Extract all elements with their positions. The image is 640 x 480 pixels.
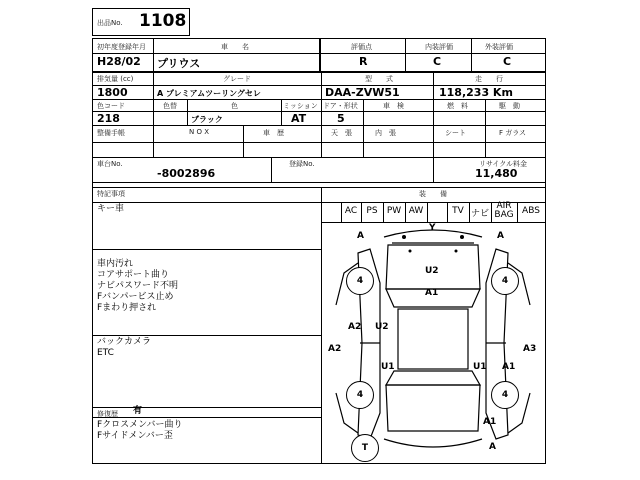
equip-ac: AC [344,206,358,216]
equip-ps: PS [366,206,378,216]
inspection-label: 車 検 [383,102,404,110]
car-diagram [322,223,544,463]
tire-rear-left: 4 [346,381,374,409]
name-label: 車 名 [221,43,249,51]
interior-leather-label: 内 張 [375,129,396,137]
spare-tire: T [351,434,379,462]
mission-label: ミッション [283,102,318,110]
mileage-label: 走 行 [475,75,503,83]
note-line: ETC [97,348,114,358]
damage-mark: A1 [502,362,516,372]
repair-line: Fクロスメンバー曲り [97,420,183,430]
displacement-value: 1800 [97,86,128,99]
equip-aw: AW [408,206,424,216]
drive-label: 駆 動 [499,102,520,110]
damage-mark: A1 [483,417,497,427]
repair-value: 有 [133,406,143,416]
interior-value: C [433,55,442,68]
damage-mark: Y [429,223,436,233]
note-line: バックカメラ [97,337,152,347]
chassis-label: 車台No. [97,160,123,168]
color-code-value: 218 [97,112,120,125]
repair-label: 修復歴 [97,410,118,418]
exterior-value: C [503,55,512,68]
damage-mark: A [497,231,504,241]
lot-label: 出品No. [97,19,123,27]
damage-mark: U1 [381,362,395,372]
interior-label: 内装評価 [425,43,453,51]
equip-tv: TV [452,206,464,216]
reg-year-value: H28/02 [97,55,141,68]
score-label: 評価点 [351,43,372,51]
damage-mark: A [489,442,496,452]
doors-value: 5 [337,112,345,125]
model-value: DAA-ZVW51 [325,86,400,99]
note-key-car: キー車 [97,204,125,214]
color-value: ブラック [191,115,223,124]
fuel-label: 燃 料 [447,102,468,110]
recycle-value: 11,480 [475,167,518,180]
score-value: R [359,55,368,68]
equipment-label: 装 備 [419,190,447,198]
damage-mark: A2 [328,344,342,354]
doors-label: ドア・形状 [323,102,358,110]
grade-value: A プレミアムツーリングセレ [157,89,261,98]
inspection-sheet [92,38,546,464]
trunk [386,385,480,431]
equip-navi: ナビ [470,209,489,219]
tire-front-right: 4 [491,267,519,295]
note-line: コアサポート曲り [97,270,170,280]
damage-mark: A2 [348,322,362,332]
equip-abs: ABS [522,206,540,216]
displacement-label: 排気量 (cc) [97,75,134,83]
chassis-value: -8002896 [157,167,216,180]
recycle-label: リサイクル料金 [479,160,528,168]
manual-label: 整備手帳 [97,129,125,137]
equip-pw: PW [386,206,402,216]
glass-label: F ガラス [499,129,527,137]
mission-value: AT [291,112,307,125]
note-line: ナビパスワード不明 [97,281,179,291]
damage-mark: A [357,231,364,241]
mileage-value: 118,233 Km [439,86,513,99]
damage-mark: A3 [523,344,537,354]
color-label: 色 [231,102,238,110]
lot-box [92,8,190,36]
seat-label: シート [445,129,466,137]
reg-year-label: 初年度登録年月 [97,43,146,51]
note-line: Fまわり押され [97,303,157,313]
nox-label: N O X [189,128,209,136]
exterior-label: 外装評価 [485,43,513,51]
tire-rear-right: 4 [491,381,519,409]
sunroof-label: 天 張 [331,129,352,137]
regno-label: 登録No. [289,160,315,168]
damage-mark: U2 [375,322,389,332]
damage-mark: A1 [425,288,439,298]
damage-mark: U2 [425,266,439,276]
repair-line: Fサイドメンバー歪 [97,431,173,441]
roof [398,309,468,369]
name-value: プリウス [157,57,201,70]
color-code-label: 色コード [97,102,125,110]
notes-label: 特記事項 [97,190,125,198]
rear-bumper [384,439,482,447]
history-label: 車 歴 [263,129,284,137]
lot-number: 1108 [139,11,187,31]
note-line: 車内汚れ [97,259,134,269]
tire-front-left: 4 [346,267,374,295]
note-line: Fバンパービス止め [97,292,174,302]
equip-airbag: AIR BAG [494,201,514,220]
model-label: 型 式 [365,75,393,83]
color-change-label: 色替 [163,102,177,110]
grade-label: グレード [223,75,251,83]
damage-mark: U1 [473,362,487,372]
